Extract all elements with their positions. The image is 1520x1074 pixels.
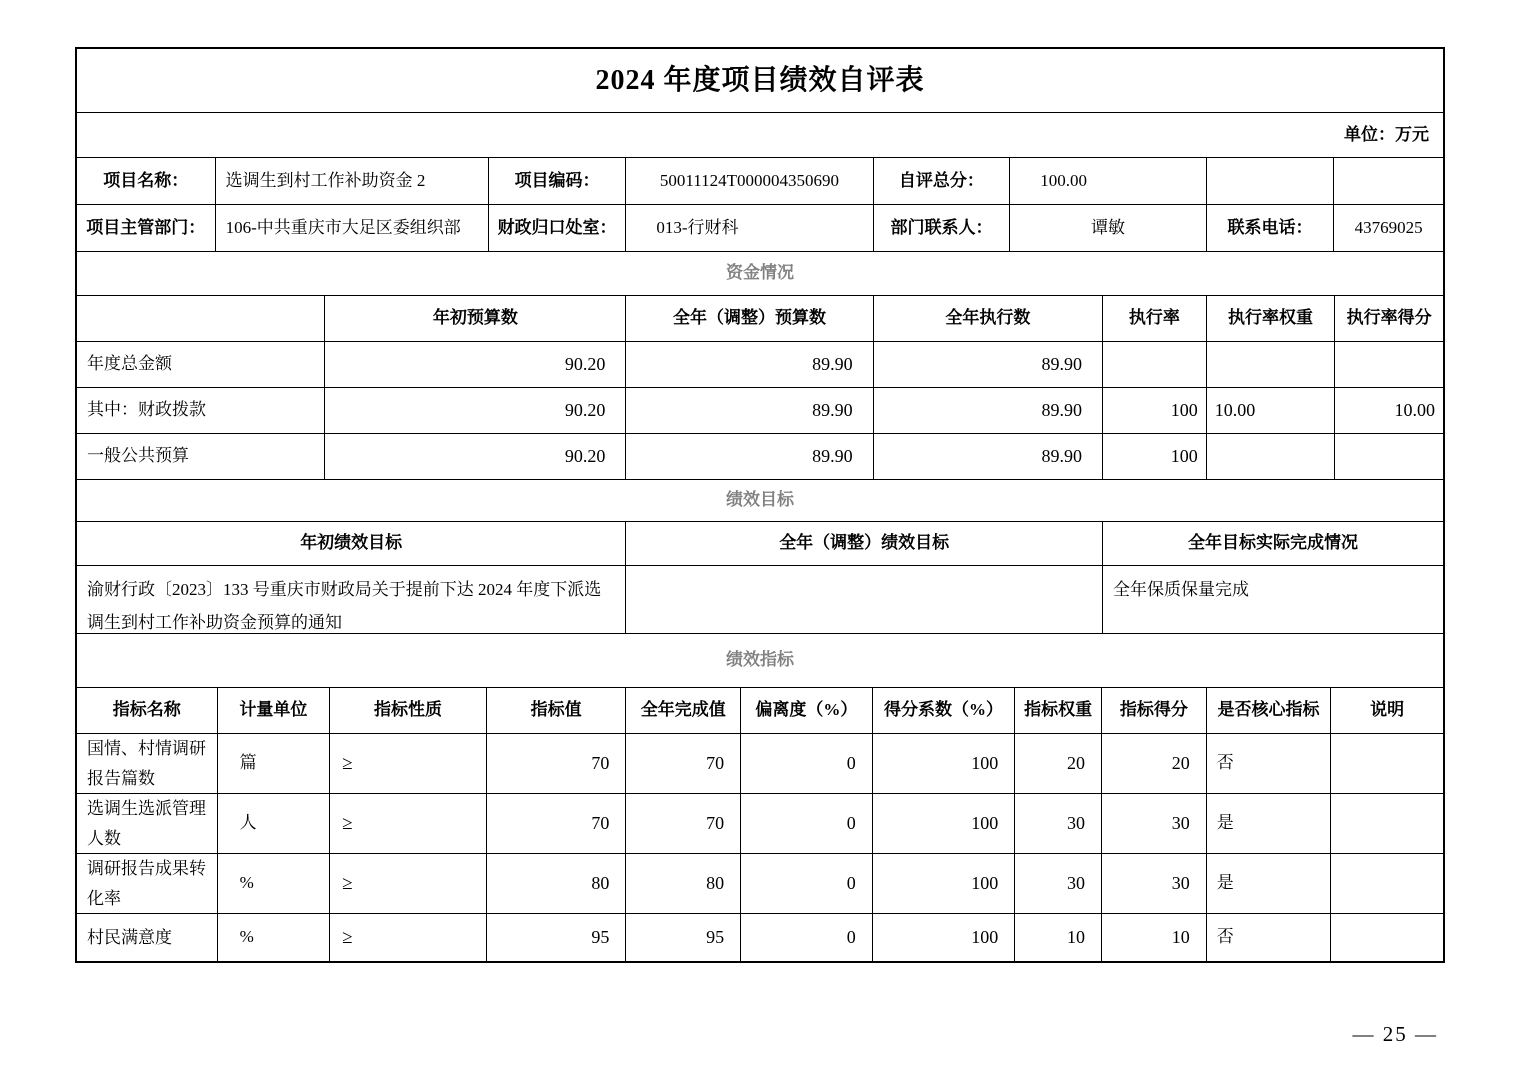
indicator-target: 95 — [486, 914, 626, 961]
indicators-header-row — [77, 687, 1443, 733]
funding-initial-value: 90.20 — [324, 388, 625, 433]
funding-score-value: 10.00 — [1334, 388, 1443, 433]
indicator-weight: 30 — [1014, 794, 1101, 853]
funding-executed-value: 89.90 — [873, 388, 1102, 433]
funding-adjusted-value: 89.90 — [625, 434, 872, 479]
funding-header-executed: 全年执行数 — [873, 296, 1102, 341]
self-evaluation-table — [75, 47, 1445, 963]
objectives-header-actual: 全年目标实际完成情况 — [1102, 522, 1443, 565]
unit-label: 单位：万元 — [1344, 124, 1429, 144]
funding-initial-value: 90.20 — [324, 434, 625, 479]
indicator-weight: 10 — [1014, 914, 1101, 961]
phone-value: 43769025 — [1333, 205, 1443, 251]
ind-header-score: 指标得分 — [1101, 688, 1206, 733]
indicator-row — [77, 913, 1443, 961]
contact-value: 谭敏 — [1009, 205, 1205, 251]
ind-header-name: 指标名称 — [112, 700, 181, 720]
unit-row — [77, 112, 1443, 157]
objectives-content-row — [77, 565, 1443, 633]
indicator-coefficient: 100 — [872, 854, 1015, 913]
objectives-section-title: 绩效目标 — [726, 490, 794, 510]
self-score-value: 100.00 — [1009, 158, 1206, 204]
project-name-value: 选调生到村工作补助资金 2 — [215, 158, 488, 204]
dept-value: 106-中共重庆市大足区委组织部 — [215, 205, 488, 251]
self-score-label: 自评总分： — [873, 158, 1010, 204]
funding-weight-value — [1206, 434, 1335, 479]
funding-score-value — [1334, 342, 1443, 387]
ind-header-deviation: 偏离度（%） — [740, 688, 872, 733]
funding-executed-value: 89.90 — [873, 434, 1102, 479]
indicator-completed: 70 — [625, 794, 740, 853]
ind-header-nature: 指标性质 — [329, 688, 486, 733]
funding-row-fiscal — [77, 387, 1443, 433]
page-title: 2024 年度项目绩效自评表 — [595, 64, 925, 96]
funding-rate-value: 100 — [1102, 434, 1206, 479]
ind-header-core: 是否核心指标 — [1206, 688, 1331, 733]
indicator-core: 是 — [1206, 854, 1331, 913]
funding-section-title: 资金情况 — [726, 263, 794, 283]
funding-row-label: 年度总金额 — [87, 354, 172, 374]
funding-row-label: 其中：财政拨款 — [87, 400, 206, 420]
actual-completion-text: 全年保质保量完成 — [1102, 566, 1443, 633]
funding-score-value — [1334, 434, 1443, 479]
initial-goal-text: 渝财行政〔2023〕133 号重庆市财政局关于提前下达 2024 年度下派选调生到村工作补助资金预算的通知 — [87, 580, 602, 632]
funding-adjusted-value: 89.90 — [625, 388, 872, 433]
funding-adjusted-value: 89.90 — [625, 342, 872, 387]
indicator-completed: 95 — [625, 914, 740, 961]
indicator-coefficient: 100 — [872, 794, 1015, 853]
indicator-deviation: 0 — [740, 794, 872, 853]
indicators-section-row — [77, 633, 1443, 687]
funding-row-public-budget — [77, 433, 1443, 479]
indicator-unit: 人 — [217, 794, 330, 853]
ind-header-completed: 全年完成值 — [625, 688, 740, 733]
indicator-core: 否 — [1206, 734, 1331, 793]
indicator-score: 30 — [1101, 854, 1206, 913]
ind-header-coefficient: 得分系数（%） — [872, 688, 1015, 733]
indicator-nature: ≥ — [329, 854, 486, 913]
project-info-row-1 — [77, 157, 1443, 204]
indicator-coefficient: 100 — [872, 914, 1015, 961]
indicator-note — [1330, 794, 1443, 853]
dept-label: 项目主管部门： — [86, 217, 206, 237]
ind-header-target: 指标值 — [486, 688, 626, 733]
indicator-row — [77, 733, 1443, 793]
phone-label: 联系电话： — [1206, 205, 1334, 251]
office-value: 013-行财科 — [625, 205, 872, 251]
objectives-header-initial: 年初绩效目标 — [300, 533, 403, 553]
indicator-completed: 80 — [625, 854, 740, 913]
empty-cell — [1333, 158, 1443, 204]
project-code-label: 项目编码： — [488, 158, 626, 204]
indicator-completed: 70 — [625, 734, 740, 793]
indicator-row — [77, 853, 1443, 913]
indicator-target: 80 — [486, 854, 626, 913]
indicators-section-title: 绩效指标 — [726, 650, 794, 670]
indicator-deviation: 0 — [740, 734, 872, 793]
office-label: 财政归口处室： — [488, 205, 626, 251]
contact-label: 部门联系人： — [873, 205, 1010, 251]
funding-row-total — [77, 341, 1443, 387]
indicator-score: 20 — [1101, 734, 1206, 793]
indicator-unit: 篇 — [217, 734, 330, 793]
funding-initial-value: 90.20 — [324, 342, 625, 387]
empty-cell — [1206, 158, 1334, 204]
objectives-header-row — [77, 521, 1443, 565]
indicator-name: 选调生选派管理人数 — [87, 798, 206, 848]
funding-executed-value: 89.90 — [873, 342, 1102, 387]
funding-header-weight: 执行率权重 — [1206, 296, 1335, 341]
funding-rate-value — [1102, 342, 1206, 387]
indicator-name: 村民满意度 — [87, 927, 172, 947]
project-info-row-2 — [77, 204, 1443, 251]
indicator-unit: % — [217, 914, 330, 961]
indicator-note — [1330, 914, 1443, 961]
adjusted-goal-text — [625, 566, 1102, 633]
indicator-note — [1330, 734, 1443, 793]
indicator-nature: ≥ — [329, 734, 486, 793]
objectives-header-adjusted: 全年（调整）绩效目标 — [625, 522, 1102, 565]
funding-weight-value: 10.00 — [1206, 388, 1335, 433]
funding-weight-value — [1206, 342, 1335, 387]
indicator-name: 国情、村情调研报告篇数 — [87, 738, 206, 788]
page-number: — 25 — — [1352, 1022, 1438, 1046]
indicator-score: 10 — [1101, 914, 1206, 961]
project-name-label: 项目名称： — [103, 170, 189, 190]
funding-header-adjusted: 全年（调整）预算数 — [625, 296, 872, 341]
ind-header-unit: 计量单位 — [217, 688, 330, 733]
funding-rate-value: 100 — [1102, 388, 1206, 433]
funding-header-score: 执行率得分 — [1334, 296, 1443, 341]
ind-header-weight: 指标权重 — [1014, 688, 1101, 733]
funding-header-rate: 执行率 — [1102, 296, 1206, 341]
funding-header-row — [77, 295, 1443, 341]
indicator-nature: ≥ — [329, 794, 486, 853]
indicator-weight: 20 — [1014, 734, 1101, 793]
funding-row-label: 一般公共预算 — [87, 446, 189, 466]
indicator-score: 30 — [1101, 794, 1206, 853]
ind-header-note: 说明 — [1330, 688, 1443, 733]
indicator-target: 70 — [486, 794, 626, 853]
funding-header-initial: 年初预算数 — [324, 296, 625, 341]
indicator-core: 否 — [1206, 914, 1331, 961]
indicator-note — [1330, 854, 1443, 913]
indicator-coefficient: 100 — [872, 734, 1015, 793]
funding-header-blank — [77, 296, 324, 341]
title-row — [77, 49, 1443, 112]
indicator-nature: ≥ — [329, 914, 486, 961]
indicator-deviation: 0 — [740, 854, 872, 913]
project-code-value: 50011124T000004350690 — [625, 158, 872, 204]
indicator-row — [77, 793, 1443, 853]
indicator-weight: 30 — [1014, 854, 1101, 913]
funding-section-row — [77, 251, 1443, 295]
indicator-unit: % — [217, 854, 330, 913]
objectives-section-row — [77, 479, 1443, 521]
indicator-deviation: 0 — [740, 914, 872, 961]
indicator-name: 调研报告成果转化率 — [87, 858, 206, 908]
indicator-target: 70 — [486, 734, 626, 793]
indicator-core: 是 — [1206, 794, 1331, 853]
